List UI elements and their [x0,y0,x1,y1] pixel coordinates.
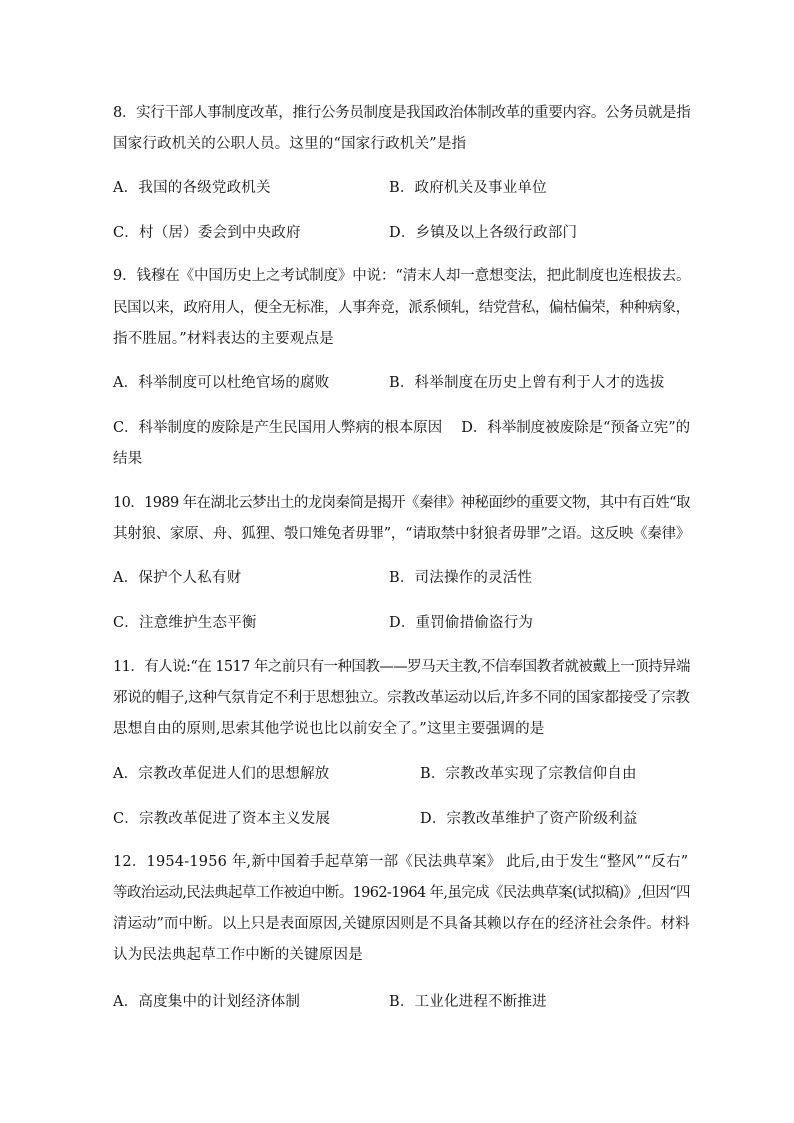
question-10-option-d: D．重罚偷措偷盗行为 [389,615,534,631]
question-8-option-b: B．政府机关及事业单位 [389,180,547,196]
question-10-stem-line-1: 10．1989 年在湖北云梦出土的龙岗秦简是揭开《秦律》神秘面纱的重要文物，其中有百姓“取 [113,495,690,511]
question-11-stem-line-1: 11．有人说:“在 1517 年之前只有一种国教——罗马天主教,不信奉国教者就被戴上一顶持异端 [113,659,690,675]
question-12-option-a: A．高度集中的计划经济体制 [113,994,301,1010]
question-12-stem-line-4: 认为民法典起草工作中断的关键原因是 [113,947,363,963]
question-8-stem-line-2: 国家行政机关的公职人员。这里的“国家行政机关”是指 [113,136,467,152]
question-12-stem-line-3: 清运动”而中断。以上只是表面原因,关键原因则是不具备其赖以存在的经济社会条件。材料 [113,916,690,932]
question-8-option-d: D．乡镇及以上各级行政部门 [389,225,578,241]
question-8-option-a: A．我国的各级党政机关 [113,180,271,196]
question-8-option-c: C．村（居）委会到中央政府 [113,225,301,241]
question-9-stem-line-1: 9．钱穆在《中国历史上之考试制度》中说：“清末人却一意想变法，把此制度也连根拔去。 [113,268,691,284]
question-9-option-c-d: C．科举制度的废除是产生民国用人弊病的根本原因 D．科举制度被废除是“预备立宪”的 [113,420,691,436]
question-9-stem-line-2: 民国以来，政府用人，便全无标准，人事奔竞，派系倾轧，结党营私，偏枯偏荣，种种病象， [113,300,690,316]
question-11-stem-line-3: 思想自由的原则,思索其他学说也比以前安全了。”这里主要强调的是 [113,721,545,737]
question-12-option-b: B．工业化进程不断推进 [389,994,547,1010]
question-12-stem-line-2: 等政治运动,民法典起草工作被迫中断。1962-1964 年,虽完成《民法典草案(试拟稿)》,但因“四 [113,885,690,901]
question-10-stem-line-2: 其射狼、家原、舟、狐狸、彀口雉兔者毋罪”，“请取禁中豺狼者毋罪”之语。这反映《秦律》 [113,526,691,542]
question-10-option-c: C．注意维护生态平衡 [113,615,257,631]
question-9-option-d-continued: 结果 [113,451,143,467]
question-9-option-a: A．科举制度可以杜绝官场的腐败 [113,375,330,391]
question-10-option-a: A．保护个人私有财 [113,570,242,586]
question-9-stem-line-3: 指不胜屈。”材料表达的主要观点是 [113,331,334,347]
question-12-stem-line-1: 12．1954-1956 年,新中国着手起草第一部《民法典草案》 此后,由于发生“整风”“反右” [113,854,689,870]
question-10-option-b: B．司法操作的灵活性 [389,570,533,586]
question-11-option-b: B．宗教改革实现了宗教信仰自由 [420,766,637,782]
question-11-option-d: D．宗教改革维护了资产阶级利益 [420,811,638,827]
question-11-option-a: A．宗教改革促进人们的思想解放 [113,766,330,782]
question-9-option-b: B．科举制度在历史上曾有利于人才的选拔 [389,375,665,391]
question-11-stem-line-2: 邪说的帽子,这种气氛肯定不利于思想独立。宗教改革运动以后,许多不同的国家都接受了宗教 [113,690,690,706]
question-11-option-c: C．宗教改革促进了资本主义发展 [113,811,331,827]
question-8-stem-line-1: 8．实行干部人事制度改革，推行公务员制度是我国政治体制改革的重要内容。公务员就是指 [113,105,691,121]
